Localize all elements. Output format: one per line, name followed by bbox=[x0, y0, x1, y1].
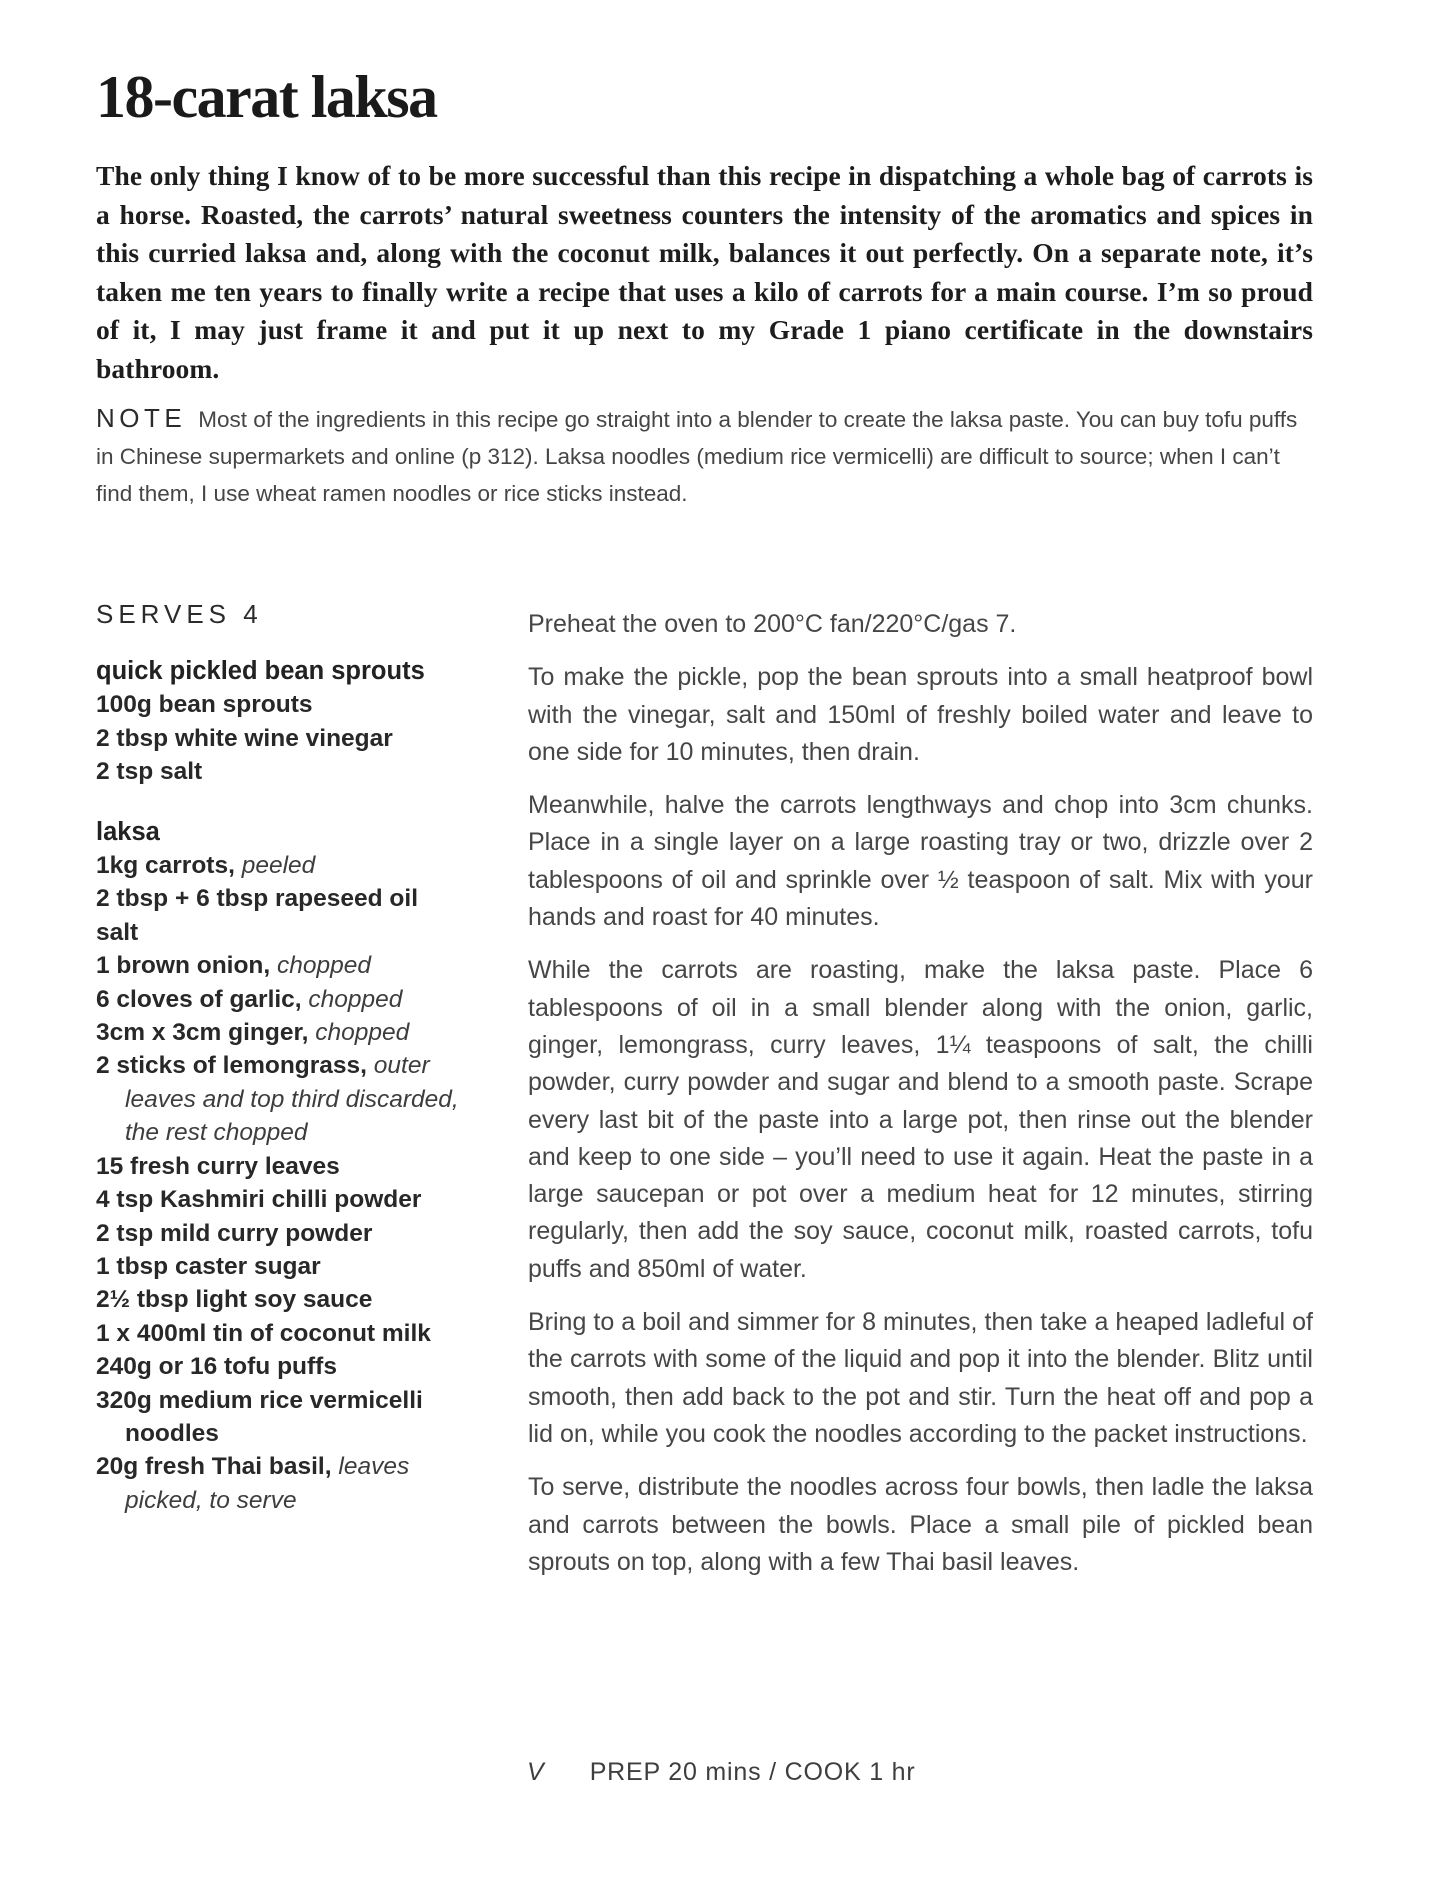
ingredient-line bbox=[96, 949, 491, 982]
ingredient-line bbox=[96, 1183, 491, 1216]
ingredient-prep-note: peeled bbox=[234, 852, 316, 880]
ingredient-name: 1kg carrots, bbox=[96, 852, 235, 880]
ingredient-name: 6 cloves of garlic, bbox=[96, 985, 302, 1013]
vegetarian-marker: V bbox=[527, 1758, 544, 1786]
ingredients-column bbox=[96, 600, 491, 1517]
ingredient-name: 2 tbsp + 6 tbsp rapeseed oil bbox=[96, 885, 419, 913]
ingredient-line bbox=[96, 1317, 491, 1350]
intro-paragraph: The only thing I know of to be more successful than this recipe in dispatching a whole bag of carrots is a horse. Roasted, the carrots’ natural sweetness counters the intensity of the aromatics and spices in this curried laksa and, along with the coconut milk, balances it out perfectly. On a separate note, it’s taken me ten years to finally write a recipe that uses a kilo of carrots for a main course. I’m so proud of it, I may just frame it and put it up next to my Grade 1 piano certificate in the downstairs bathroom. bbox=[96, 160, 1313, 384]
method-paragraph: Meanwhile, halve the carrots lengthways and chop into 3cm chunks. Place in a single layer on a large roasting tray or two, drizzle over 2 tablespoons of oil and sprinkle over ½ teaspoon of salt. Mix with your hands and roast for 40 minutes. bbox=[528, 791, 1313, 932]
ingredient-line bbox=[96, 983, 491, 1016]
page-footer bbox=[527, 1757, 915, 1787]
ingredient-line bbox=[96, 1450, 491, 1517]
method-paragraph: To make the pickle, pop the bean sprouts into a small heatproof bowl with the vinegar, salt and 150ml of freshly boiled water and leave to one side for 10 minutes, then drain. bbox=[528, 663, 1313, 766]
ingredient-name: 240g or 16 tofu puffs bbox=[96, 1353, 337, 1381]
serves-label: SERVES 4 bbox=[96, 599, 263, 629]
ingredient-line bbox=[96, 1217, 491, 1250]
ingredient-name: 2 sticks of lemongrass, bbox=[96, 1052, 367, 1080]
recipe-columns bbox=[96, 600, 1313, 1597]
ingredient-line bbox=[96, 1384, 491, 1451]
method-column bbox=[528, 600, 1313, 1597]
ingredient-group-heading: quick pickled bean sprouts bbox=[96, 657, 425, 685]
ingredient-group bbox=[96, 816, 491, 1518]
ingredient-line bbox=[96, 1016, 491, 1049]
ingredient-line bbox=[96, 1250, 491, 1283]
ingredient-name: 100g bean sprouts bbox=[96, 691, 313, 719]
ingredient-name: 4 tsp Kashmiri chilli powder bbox=[96, 1186, 422, 1214]
ingredient-name: 15 fresh curry leaves bbox=[96, 1152, 340, 1180]
ingredient-name: 3cm x 3cm ginger, bbox=[96, 1019, 309, 1047]
ingredient-prep-note: chopped bbox=[308, 1019, 410, 1047]
ingredient-line bbox=[96, 755, 491, 788]
ingredient-name: 2 tbsp white wine vinegar bbox=[96, 724, 393, 752]
ingredient-name: 1 brown onion, bbox=[96, 952, 271, 980]
ingredient-line bbox=[96, 688, 491, 721]
ingredient-prep-note: leaves picked, to serve bbox=[125, 1453, 410, 1514]
ingredient-prep-note: chopped bbox=[301, 985, 403, 1013]
ingredient-name: 320g medium rice vermicelli noodles bbox=[96, 1386, 423, 1447]
ingredient-name: 2½ tbsp light soy sauce bbox=[96, 1286, 373, 1314]
ingredient-prep-note: chopped bbox=[270, 952, 372, 980]
ingredient-line bbox=[96, 849, 491, 882]
prep-cook-time: PREP 20 mins / COOK 1 hr bbox=[589, 1758, 916, 1786]
note-paragraph bbox=[96, 400, 1301, 512]
ingredient-group bbox=[96, 655, 491, 789]
ingredient-line bbox=[96, 722, 491, 755]
page-title: 18-carat laksa bbox=[96, 64, 437, 130]
ingredient-group-heading: laksa bbox=[96, 817, 160, 846]
ingredient-line bbox=[96, 1049, 491, 1149]
method-paragraph: Bring to a boil and simmer for 8 minutes, then take a heaped ladleful of the carrots with some of the liquid and pop it into the blender. Blitz until smooth, then add back to the pot and stir. Turn the heat off and pop a lid on, while you cook the noodles according to the packet instructions. bbox=[528, 1308, 1313, 1448]
ingredient-line bbox=[96, 1350, 491, 1383]
ingredient-line bbox=[96, 1283, 491, 1316]
ingredient-line bbox=[96, 882, 491, 915]
note-label: NOTE bbox=[96, 403, 187, 433]
ingredient-name: 1 tbsp caster sugar bbox=[96, 1252, 321, 1280]
ingredient-name: 2 tsp salt bbox=[96, 758, 203, 786]
note-text: Most of the ingredients in this recipe go straight into a blender to create the laksa paste. You can buy tofu puffs in Chinese supermarkets and online (p 312). Laksa noodles (medium rice vermicelli) are difficult to source; when I can’t find them, I use wheat ramen noodles or rice sticks instead. bbox=[96, 407, 1298, 506]
ingredient-line bbox=[96, 916, 491, 949]
method-paragraph: Preheat the oven to 200°C fan/220°C/gas 7. bbox=[528, 610, 1017, 638]
ingredient-line bbox=[96, 1150, 491, 1183]
method-paragraph: To serve, distribute the noodles across four bowls, then ladle the laksa and carrots between the bowls. Place a small pile of pickled bean sprouts on top, along with a few Thai basil leaves. bbox=[528, 1473, 1313, 1576]
ingredient-name: 20g fresh Thai basil, bbox=[96, 1453, 332, 1481]
ingredient-groups bbox=[96, 655, 491, 1517]
ingredient-prep-note: outer leaves and top third discarded, the rest chopped bbox=[125, 1052, 459, 1147]
ingredient-name: 1 x 400ml tin of coconut milk bbox=[96, 1319, 431, 1347]
ingredient-name: salt bbox=[96, 918, 139, 946]
method-paragraph: While the carrots are roasting, make the laksa paste. Place 6 tablespoons of oil in a small blender along with the onion, garlic, ginger, lemongrass, curry leaves, 1¼ teaspoons of salt, the chilli powder, curry powder and sugar and blend to a smooth paste. Scrape every last bit of the paste into a large pot, then rinse out the blender and keep to one side – you’ll need to use it again. Heat the paste in a large saucepan or pot over a medium heat for 12 minutes, stirring regularly, then add the soy sauce, coconut milk, roasted carrots, tofu puffs and 850ml of water. bbox=[528, 956, 1313, 1283]
ingredient-name: 2 tsp mild curry powder bbox=[96, 1219, 373, 1247]
